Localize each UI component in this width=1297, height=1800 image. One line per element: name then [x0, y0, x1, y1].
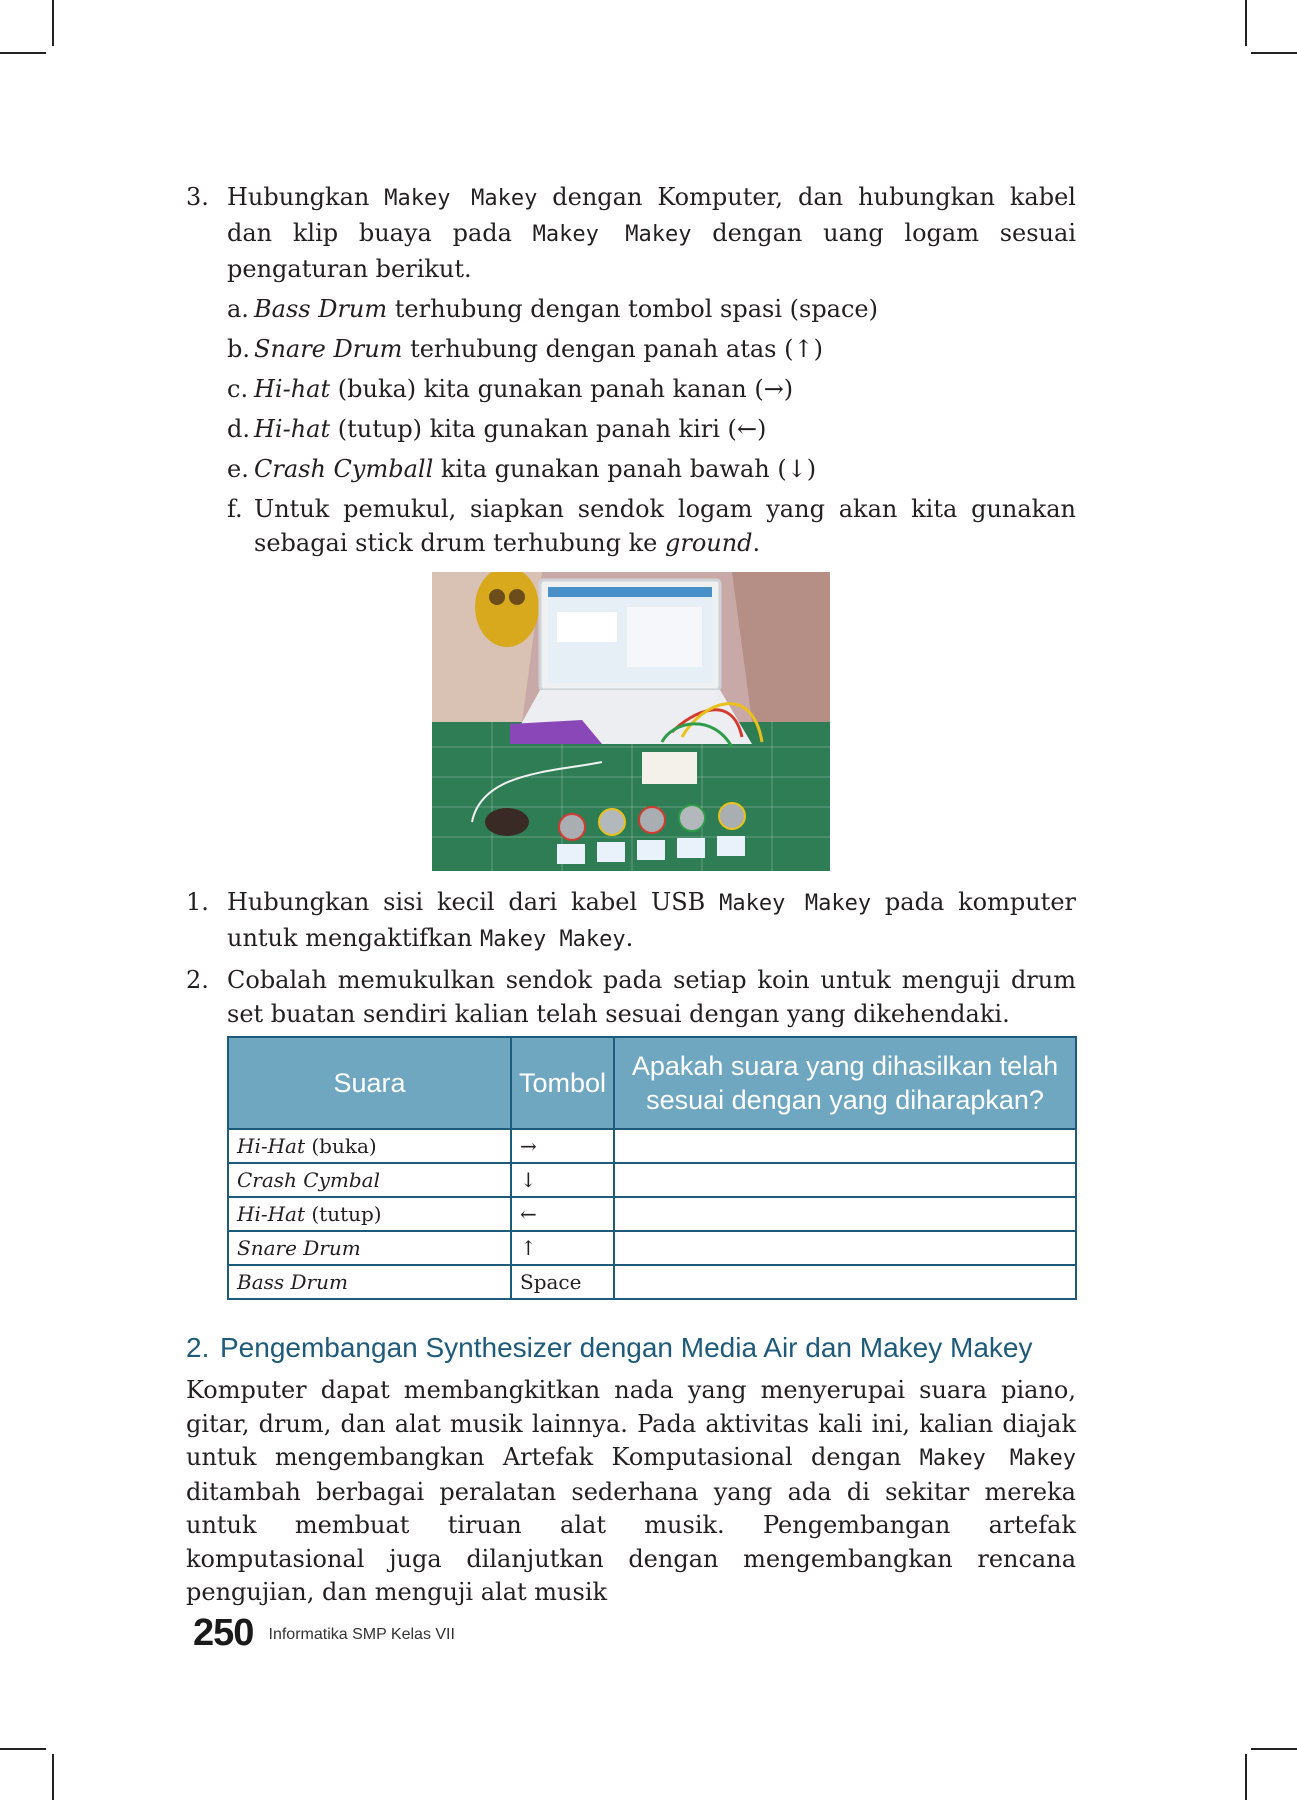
test-table: [227, 1036, 1077, 1300]
list-item: a. Bass Drum terhubung dengan tombol spasi (space): [227, 295, 878, 323]
crop-mark: [1245, 0, 1247, 46]
table-cell: [614, 1231, 1076, 1265]
step-3: 3. Hubungkan Makey Makey dengan Komputer, dan hubungkan kabel dan klip buaya pada Makey Makey dengan uang logam sesuai pengaturan berikut.: [186, 180, 1076, 286]
crop-mark: [0, 1748, 46, 1750]
column-header: Suara: [228, 1037, 511, 1129]
list-item: c. Hi-hat (buka) kita gunakan panah kanan (→): [227, 375, 794, 403]
table-cell: Hi-Hat (tutup): [228, 1197, 511, 1231]
table-cell: Snare Drum: [228, 1231, 511, 1265]
section-heading: [186, 1328, 1076, 1368]
crop-mark: [52, 1754, 54, 1800]
section-title: Pengembangan Synthesizer dengan Media Air dan Makey Makey: [220, 1332, 1033, 1363]
book-title: Informatika SMP Kelas VII: [268, 1626, 455, 1643]
laptop-drum-setup-photo: [432, 572, 830, 871]
page-number: 250: [193, 1612, 254, 1654]
crop-mark: [0, 52, 46, 54]
table-cell: →: [511, 1129, 614, 1163]
crop-mark: [1245, 1754, 1247, 1800]
test-steps: [186, 885, 1076, 1031]
table-cell: [614, 1163, 1076, 1197]
list-item: 2. Cobalah memukulkan sendok pada setiap koin untuk menguji drum set buatan sendiri kalian telah sesuai dengan yang dikehendaki.: [186, 966, 1076, 1028]
list-item: f. Untuk pemukul, siapkan sendok logam yang akan kita gunakan sebagai stick drum terhubung ke ground.: [227, 495, 1076, 557]
table-cell: Space: [511, 1265, 614, 1299]
table-cell: [614, 1129, 1076, 1163]
table-cell: [614, 1197, 1076, 1231]
table-cell: Hi-Hat (buka): [228, 1129, 511, 1163]
mapping-list: [227, 292, 1076, 560]
body-paragraph: Komputer dapat membangkitkan nada yang menyerupai suara piano, gitar, drum, dan alat musik lainnya. Pada aktivitas kali ini, kalian diajak untuk mengembangkan Artefak Komputasional dengan Makey Makey ditambah berbagai peralatan sederhana yang ada di sekitar mereka untuk membuat tiruan alat musik. Pengembangan artefak komputasional juga dilanjutkan dengan mengembangkan rencana pengujian, dan menguji alat musik: [186, 1376, 1077, 1606]
column-header: Tombol: [511, 1037, 614, 1129]
table-header-row: [228, 1037, 1076, 1129]
crop-mark: [52, 0, 54, 46]
table-row: [228, 1197, 1076, 1231]
code-makey: Makey Makey: [532, 222, 692, 247]
crop-mark: [1251, 1748, 1297, 1750]
list-item: e. Crash Cymball kita gunakan panah bawah (↓): [227, 455, 817, 483]
list-item: 1. Hubungkan sisi kecil dari kabel USB Makey Makey pada komputer untuk mengaktifkan Makey Makey.: [186, 888, 1077, 952]
table-cell: Bass Drum: [228, 1265, 511, 1299]
table-row: [228, 1265, 1076, 1299]
code-makey: Makey Makey: [384, 186, 538, 211]
list-item: b. Snare Drum terhubung dengan panah atas (↑): [227, 335, 823, 363]
table-row: [228, 1129, 1076, 1163]
page-footer: [193, 1612, 455, 1655]
table-cell: ←: [511, 1197, 614, 1231]
code-makey: Makey Makey: [479, 927, 626, 952]
table-cell: Crash Cymbal: [228, 1163, 511, 1197]
list-item: d. Hi-hat (tutup) kita gunakan panah kiri (←): [227, 415, 767, 443]
code-makey: Makey Makey: [719, 891, 872, 916]
table-row: [228, 1163, 1076, 1197]
main-content: [186, 180, 1076, 560]
table-cell: ↑: [511, 1231, 614, 1265]
code-makey: Makey Makey: [919, 1446, 1077, 1471]
table-cell: ↓: [511, 1163, 614, 1197]
table-row: [228, 1231, 1076, 1265]
section-number: 2.: [186, 1332, 210, 1363]
step-number: 3.: [186, 183, 209, 211]
column-header: Apakah suara yang dihasilkan telah sesuai dengan yang diharapkan?: [614, 1037, 1076, 1129]
table-cell: [614, 1265, 1076, 1299]
crop-mark: [1251, 52, 1297, 54]
